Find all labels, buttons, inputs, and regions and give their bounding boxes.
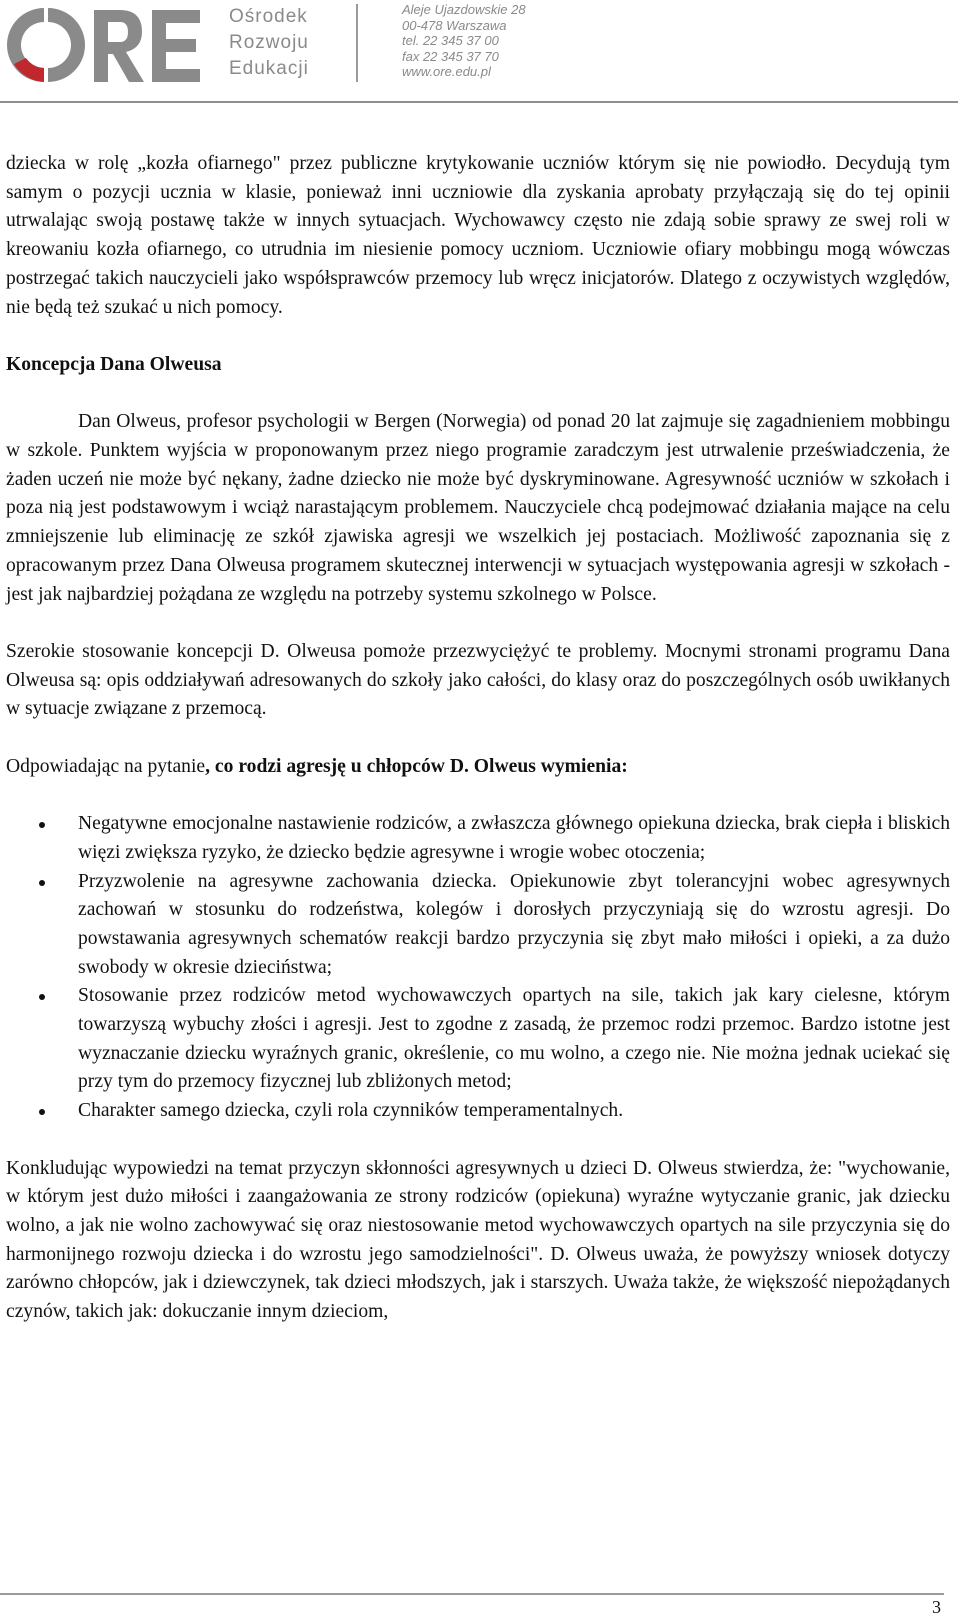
org-name-line: Rozwoju	[229, 32, 309, 53]
paragraph: Konkludując wypowiedzi na temat przyczyn skłonności agresywnych u dzieci D. Olweus stwierdza, że: "wychowanie, w którym jest dużo miłości i zaangażowania ze strony rodziców (opiekuna) wyraźne wytyczanie granic, jak dziecku wolno, a jak nie wolno zachowywać się oraz niestosowanie metod wychowawczych opartych na sile przyczynia się do harmonijnego rozwoju dziecka i do wzrostu jego samodzielności". D. Olweus uważa, że powyższy wniosek dotyczy zarówno chłopców, jak i dziewczynek, tak dzieci młodszych, jak i starszych. Uważa także, że większość niepożądanych czynów, takich jak: dokuczanie innym dzieciom,	[6, 1157, 950, 1323]
paragraph: Szerokie stosowanie koncepcji D. Olweusa pomoże przezwyciężyć te problemy. Mocnymi stronami programu Dana Olweusa są: opis oddziaływań adresowanych do szkoły jako całości, do klasy oraz do poszczególnych osób uwikłanych w sytuacje związane z przemocą.	[6, 640, 950, 720]
bullet-icon	[39, 822, 45, 828]
header-divider	[356, 4, 358, 82]
list-item	[6, 810, 950, 867]
address-line: 00-478 Warszawa	[402, 17, 507, 33]
section-heading: Koncepcja Dana Olweusa	[6, 353, 222, 375]
header-rule	[0, 101, 958, 103]
address-line: Aleje Ujazdowskie 28	[402, 2, 526, 17]
list-item	[6, 982, 950, 1097]
page-header	[0, 0, 960, 104]
list-item-text: Przyzwolenie na agresywne zachowania dziecka. Opiekunowie zbyt tolerancyjni wobec agresywnych zachowań w stosunku do rodzeństwa, kolegów i dorosłych przyczyniają się do wzrostu agresji. Do powstawania agresywnych schematów reakcji bardzo przyczynia się zbyt mało miłości i opieki, a za dużo swobody w okresie dzieciństwa;	[78, 870, 950, 978]
list-item	[6, 1097, 950, 1126]
bullet-icon	[39, 880, 45, 886]
list-item-text: Negatywne emocjonalne nastawienie rodziców, a zwłaszcza głównego opiekuna dziecka, brak ciepła i bliskich więzi zwiększa ryzyko, że dziecko będzie agresywne i wrogie wobec otoczenia;	[78, 813, 950, 863]
ore-logo-icon	[4, 2, 204, 88]
paragraph-bold: , co rodzi agresję u chłopców D. Olweus wymienia:	[205, 755, 628, 777]
paragraph-question	[6, 753, 950, 782]
org-name-line: Ośrodek	[229, 6, 308, 27]
document-body	[6, 150, 950, 1327]
page-number: 3	[932, 1597, 941, 1617]
bullet-icon	[39, 994, 45, 1000]
bullet-icon	[39, 1109, 45, 1115]
address-line: tel. 22 345 37 00	[402, 33, 499, 48]
list-item-text: Stosowanie przez rodziców metod wychowawczych opartych na sile, takich jak kary cielesne, którym towarzyszą wybuchy złości i agresji. Jest to zgodne z zasadą, że przemoc rodzi przemoc. Bardzo istotne jest wyznaczanie dziecku wyraźnych granic, określenie, co mu wolno, a czego nie. Nie można jednak uciekać się przy tym do przemocy fizycznej lub zbliżonych metod;	[78, 985, 950, 1093]
paragraph: Dan Olweus, profesor psychologii w Bergen (Norwegia) od ponad 20 lat zajmuje się zagadnieniem mobbingu w szkole. Punktem wyjścia w proponowanym przez niego programie zaradczym jest utrwalenie przeświadczenia, że żaden uczeń nie może być nękany, żadne dziecko nie może być dyskryminowane. Agresywność uczniów w szkołach i poza nią jest podstawowym i wciąż narastającym problemem. Nauczyciele chcą podejmować działania mające na celu zmniejszenie lub eliminację ze szkół zjawiska agresji we wszelkich jej postaciach. Możliwość zapoznania się z opracowanym przez Dana Olweusa programem skutecznej interwencji w sytuacjach występowania agresji w szkołach - jest jak najbardziej pożądana ze względu na potrzeby systemu szkolnego w Polsce.	[6, 411, 950, 605]
organization-name	[229, 4, 309, 82]
organization-address	[402, 2, 526, 80]
cause-list	[6, 810, 950, 1126]
address-line: www.ore.edu.pl	[402, 64, 491, 79]
footer-rule	[0, 1593, 944, 1595]
list-item-text: Charakter samego dziecka, czyli rola czynników temperamentalnych.	[78, 1100, 624, 1122]
list-item	[6, 868, 950, 983]
paragraph-lead: Odpowiadając na pytanie	[6, 755, 206, 777]
paragraph: dziecka w rolę „kozła ofiarnego" przez publiczne krytykowanie uczniów którym się nie powiodło. Decydują tym samym o pozycji ucznia w klasie, ponieważ inni uczniowie dla zyskania aprobaty przyłączają się do tej opinii utrwalając swoją postawę także w innych sytuacjach. Wychowawcy często nie zdają sobie sprawy ze swej roli w kreowaniu kozła ofiarnego, co utrudnia im niesienie pomocy uczniom. Uczniowie ofiary mobbingu mogą wówczas postrzegać takich nauczycieli jako współsprawców przemocy lub wręcz inicjatorów. Dlatego z oczywistych względów, nie będą też szukać u nich pomocy.	[6, 153, 950, 318]
address-line: fax 22 345 37 70	[402, 48, 499, 64]
org-name-line: Edukacji	[229, 58, 309, 79]
